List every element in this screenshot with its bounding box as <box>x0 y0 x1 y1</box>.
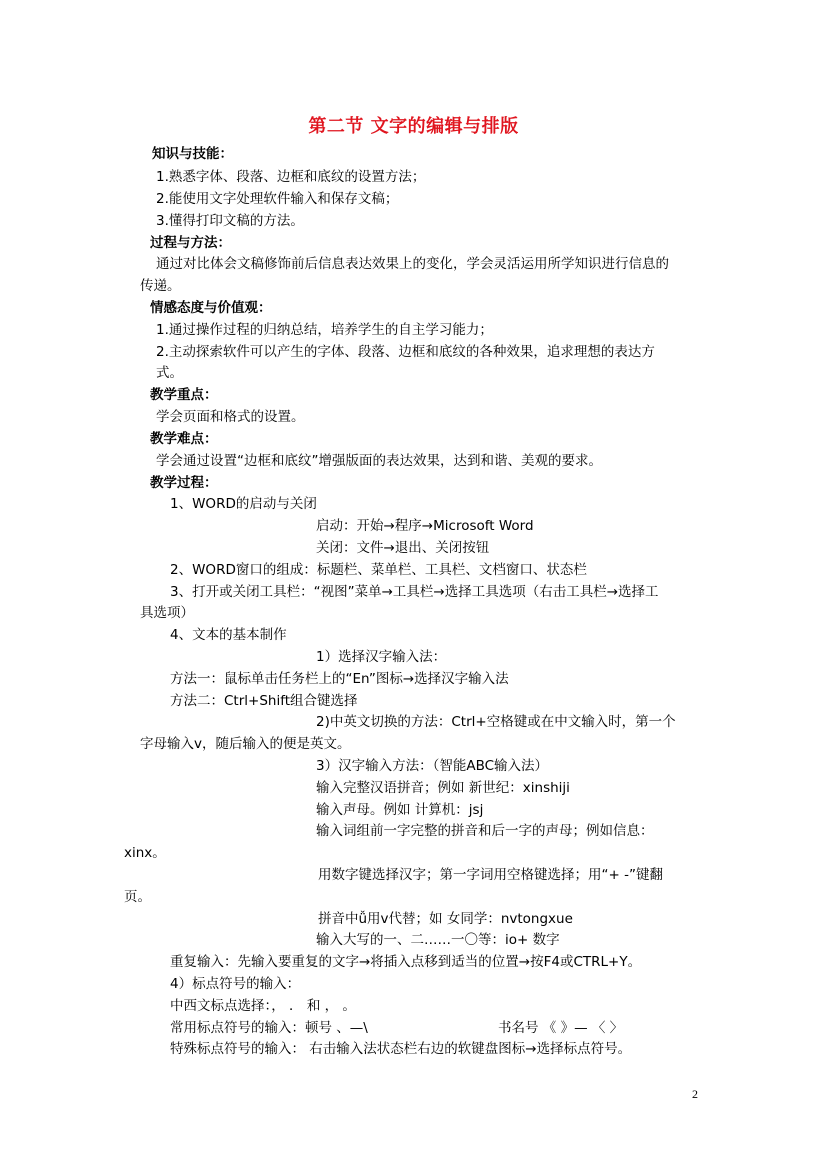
text-line: 关闭：文件→退出、关闭按钮 <box>316 540 490 556</box>
text-line: 页。 <box>124 889 151 905</box>
page-title: 第二节 文字的编辑与排版 <box>308 116 519 137</box>
section-heading: 教学重点： <box>150 387 218 403</box>
text-line: 中西文标点选择：， ． 和 ， 。 <box>170 998 356 1014</box>
text-line: 传递。 <box>140 278 181 294</box>
text-line: 2.能使用文字处理软件输入和保存文稿； <box>156 191 399 207</box>
text-line: 输入声母。例如 计算机：jsj <box>316 802 484 818</box>
text-line: 2、WORD窗口的组成：标题栏、菜单栏、工具栏、文档窗口、状态栏 <box>170 562 587 578</box>
text-line: 2.主动探索软件可以产生的字体、段落、边框和底纹的各种效果，追求理想的表达方 <box>156 344 655 360</box>
text-line: 2)中英文切换的方法：Ctrl+空格键或在中文输入时，第一个 <box>316 714 676 730</box>
section-heading: 教学难点： <box>150 431 218 447</box>
text-line: 具选项） <box>140 605 194 621</box>
text-line: 重复输入：先输入要重复的文字→将插入点移到适当的位置→按F4或CTRL+Y。 <box>170 954 642 970</box>
text-line: 学会通过设置“边框和底纹”增强版面的表达效果，达到和谐、美观的要求。 <box>156 453 602 469</box>
text-line: 4）标点符号的输入： <box>170 976 301 992</box>
text-line: 用数字键选择汉字；第一字词用空格键选择；用“+ -”键翻 <box>318 867 663 883</box>
text-line: 3）汉字输入方法：（智能ABC输入法） <box>316 758 549 774</box>
text-line: xinx。 <box>124 845 166 861</box>
section-heading: 教学过程： <box>150 475 218 491</box>
text-line: 学会页面和格式的设置。 <box>156 409 305 425</box>
text-line: 1.熟悉字体、段落、边框和底纹的设置方法； <box>156 169 426 185</box>
text-line: 输入完整汉语拼音；例如 新世纪：xinshiji <box>316 780 570 796</box>
text-line: 常用标点符号的输入：顿号 、—\ <box>170 1020 368 1036</box>
text-line: 方法一：鼠标单击任务栏上的“En”图标→选择汉字输入法 <box>170 671 509 687</box>
text-line: 1、WORD的启动与关闭 <box>170 496 317 512</box>
text-line: 书名号 《 》— 〈 〉 <box>498 1020 624 1036</box>
text-line: 3.懂得打印文稿的方法。 <box>156 213 304 229</box>
text-line: 式。 <box>156 365 183 381</box>
section-heading: 情感态度与价值观： <box>150 300 272 316</box>
text-line: 输入词组前一字完整的拼音和后一字的声母；例如信息： <box>316 823 654 839</box>
section-heading: 过程与方法： <box>150 235 231 251</box>
text-line: 1.通过操作过程的归纳总结，培养学生的自主学习能力； <box>156 322 493 338</box>
text-line: 3、打开或关闭工具栏：“视图”菜单→工具栏→选择工具选项（右击工具栏→选择工 <box>170 584 659 600</box>
text-line: 字母输入v，随后输入的便是英文。 <box>140 736 351 752</box>
text-line: 方法二：Ctrl+Shift组合键选择 <box>170 693 358 709</box>
text-line: 1）选择汉字输入法： <box>316 649 447 665</box>
section-heading: 知识与技能： <box>152 146 233 162</box>
text-line: 通过对比体会文稿修饰前后信息表达效果上的变化，学会灵活运用所学知识进行信息的 <box>156 256 669 272</box>
text-line: 启动：开始→程序→Microsoft Word <box>316 518 534 534</box>
page-number: 2 <box>692 1087 698 1101</box>
text-line: 拼音中ǚ用v代替；如 女同学：nvtongxue <box>318 911 573 927</box>
text-line: 输入大写的一、二……一〇等：io+ 数字 <box>316 932 560 948</box>
text-line: 4、文本的基本制作 <box>170 627 287 643</box>
text-line: 特殊标点符号的输入： 右击输入法状态栏右边的软键盘图标→选择标点符号。 <box>170 1041 632 1057</box>
